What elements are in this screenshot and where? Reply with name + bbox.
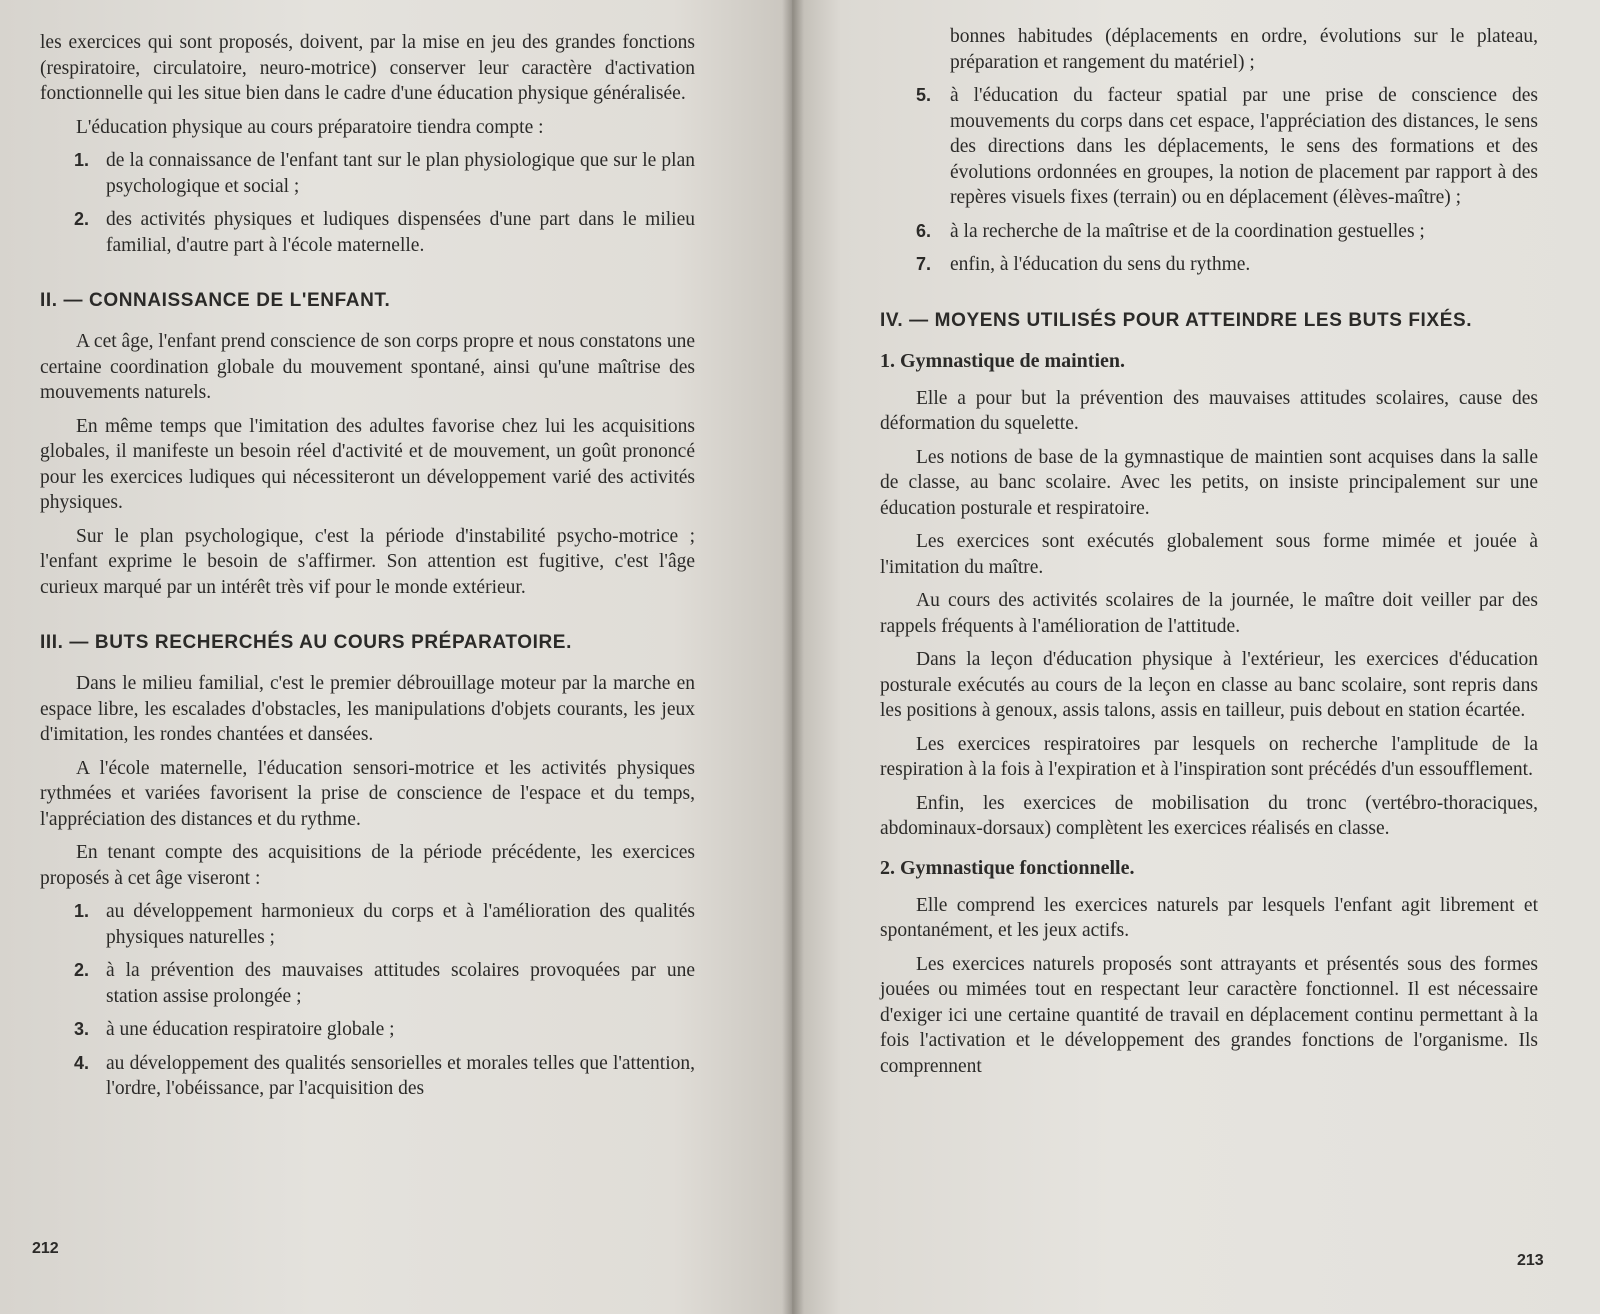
- list-item: [40, 899, 695, 950]
- paragraph: Dans la leçon d'éducation physique à l'extérieur, les exercices d'éducation posturale exécutés au cours de la leçon en classe au banc scolaire, sont repris dans les positions à genoux, assis talons, assis en tailleur, puis debout en station écartée.: [880, 649, 1538, 721]
- list-text: à l'éducation du facteur spatial par une prise de conscience des mouvements du corps dans cet espace, l'appréciation des distances, le sens des directions dans les déplacements, le sens des formations et des évolutions ordonnées en groupes, la notion de placement par rapport à des repères visuels fixes (terrain) ou en déplacement (élèves-maître) ;: [950, 85, 1538, 208]
- list-number: 2.: [74, 209, 90, 229]
- list-item: [40, 1017, 695, 1043]
- subsection-heading: 1. Gymnastique de maintien.: [880, 349, 1126, 372]
- paragraph: Sur le plan psychologique, c'est la période d'instabilité psycho-motrice ; l'enfant exprime le besoin de s'affirmer. Son attention est fugitive, c'est l'âge curieux marqué par un intérêt très vif pour le monde extérieur.: [40, 525, 695, 598]
- section-heading: III. — BUTS RECHERCHÉS AU COURS PRÉPARATOIRE.: [40, 632, 572, 653]
- list-text: au développement des qualités sensorielles et morales telles que l'attention, l'ordre, l'obéissance, par l'acquisition des: [106, 1052, 695, 1099]
- page-number: 213: [1517, 1252, 1544, 1269]
- list-text: à la recherche de la maîtrise et de la coordination gestuelles ;: [950, 220, 1425, 242]
- paragraph: Les exercices sont exécutés globalement sous forme mimée et jouée à l'imitation du maître.: [880, 531, 1538, 578]
- list-text: à la prévention des mauvaises attitudes scolaires provoquées par une station assise prolongée ;: [106, 960, 695, 1007]
- paragraph: L'éducation physique au cours préparatoire tiendra compte :: [76, 116, 544, 138]
- list-number: 1.: [74, 150, 90, 170]
- list-number: 5.: [916, 85, 932, 105]
- paragraph: A l'école maternelle, l'éducation sensori-motrice et les activités physiques rythmées et variées favorisent la prise de conscience de l'espace et du temps, l'appréciation des distances et du rythme.: [40, 757, 695, 830]
- list-item: [880, 252, 1538, 278]
- paragraph: Les exercices respiratoires par lesquels on recherche l'amplitude de la respiration à la fois à l'expiration et à l'inspiration sont précédés d'un essoufflement.: [880, 733, 1538, 780]
- list-text: enfin, à l'éducation du sens du rythme.: [950, 254, 1251, 275]
- list-number: 6.: [916, 220, 932, 241]
- list-number: 4.: [74, 1052, 90, 1073]
- section-heading: IV. — MOYENS UTILISÉS POUR ATTEINDRE LES BUTS FIXÉS.: [880, 309, 1473, 331]
- paragraph: Les notions de base de la gymnastique de maintien sont acquises dans la salle de classe, au banc scolaire. Avec les petits, on insiste principalement sur une éducation posturale et respiratoire.: [880, 446, 1538, 519]
- paragraph: Au cours des activités scolaires de la journée, le maître doit veiller par des rappels fréquents à l'amélioration de l'attitude.: [880, 590, 1538, 637]
- page-number: 212: [32, 1240, 59, 1257]
- list-item: [40, 207, 695, 258]
- list-item: [40, 958, 695, 1009]
- paragraph: Enfin, les exercices de mobilisation du tronc (vertébro-thoraciques, abdominaux-dorsaux) complètent les exercices réalisés en classe.: [880, 792, 1538, 839]
- paragraph: Les exercices naturels proposés sont attrayants et présentés sous des formes jouées ou mimées tout en respectant leur caractère fonctionnel. Il est nécessaire d'exiger ici une certaine quantité de travail en déplacement continu permettant à la fois l'activation et le développement des grandes fonctions de l'organisme. Ils comprennent: [880, 953, 1538, 1077]
- list-item: [880, 219, 1538, 245]
- paragraph: En tenant compte des acquisitions de la période précédente, les exercices proposés à cet âge viseront :: [40, 842, 695, 889]
- paragraph: A cet âge, l'enfant prend conscience de son corps propre et nous constatons une certaine coordination globale du mouvement spontané, ainsi qu'une maîtrise des mouvements naturels.: [40, 331, 695, 403]
- subsection-heading: 2. Gymnastique fonctionnelle.: [880, 856, 1135, 879]
- list-text: de la connaissance de l'enfant tant sur le plan physiologique que sur le plan psychologique et social ;: [106, 150, 695, 197]
- paragraph: les exercices qui sont proposés, doivent, par la mise en jeu des grandes fonctions (respiratoire, circulatoire, neuro-motrice) conserver leur caractère d'activation fonctionnelle qui les situe bien dans le cadre d'une éducation physique généralisée.: [40, 32, 695, 104]
- book-gutter-shadow: [782, 0, 804, 1314]
- list-text: bonnes habitudes (déplacements en ordre, évolutions sur le plateau, préparation et rangement du matériel) ;: [950, 26, 1538, 73]
- list-number: 2.: [74, 960, 90, 980]
- list-number: 7.: [916, 254, 932, 274]
- left-text-column: [40, 30, 695, 1110]
- list-number: 1.: [74, 901, 90, 921]
- list-text: à une éducation respiratoire globale ;: [106, 1019, 395, 1040]
- section-heading: II. — CONNAISSANCE DE L'ENFANT.: [40, 290, 391, 311]
- list-number: 3.: [74, 1019, 90, 1039]
- right-page: [792, 0, 1600, 1314]
- paragraph: Elle comprend les exercices naturels par lesquels l'enfant agit librement et spontanément, et les jeux actifs.: [880, 894, 1538, 941]
- numbered-list: [880, 24, 1538, 278]
- right-text-column: [880, 24, 1538, 1087]
- list-text: au développement harmonieux du corps et à l'amélioration des qualités physiques naturelles ;: [106, 901, 695, 948]
- paragraph: Elle a pour but la prévention des mauvaises attitudes scolaires, cause des déformation du squelette.: [880, 387, 1538, 434]
- numbered-list: [40, 899, 695, 1102]
- left-page: [0, 0, 792, 1314]
- list-text: des activités physiques et ludiques dispensées d'une part dans le milieu familial, d'autre part à l'école maternelle.: [106, 209, 695, 256]
- list-item: [40, 148, 695, 199]
- list-item: [40, 1051, 695, 1102]
- numbered-list: [40, 148, 695, 258]
- list-item-continuation: [880, 24, 1538, 75]
- list-item: [880, 83, 1538, 211]
- paragraph: Dans le milieu familial, c'est le premier débrouillage moteur par la marche en espace libre, les escalades d'obstacles, les manipulations d'objets courants, les jeux d'imitation, les rondes chantées et dansées.: [40, 673, 695, 745]
- paragraph: En même temps que l'imitation des adultes favorise chez lui les acquisitions globales, il manifeste un besoin réel d'activité et de mouvement, un goût prononcé pour les exercices ludiques qui nécessiteront un développement varié des activités physiques.: [40, 415, 695, 513]
